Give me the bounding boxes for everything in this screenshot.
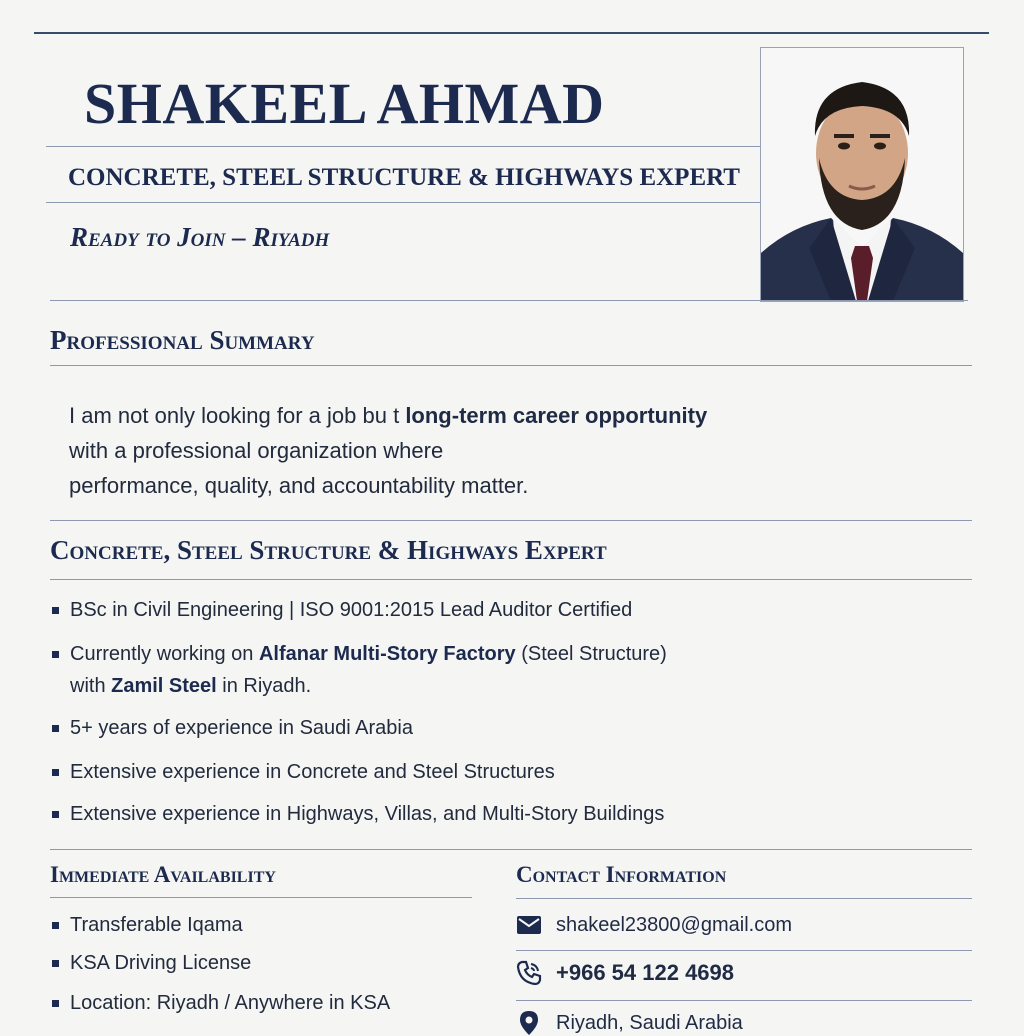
expertise-item-2a: Currently working on bbox=[70, 643, 259, 665]
availability-list bbox=[50, 909, 243, 941]
contact-rule-3 bbox=[516, 1000, 972, 1001]
expertise-bottom-rule bbox=[50, 849, 972, 850]
summary-line1-plain: I am not only looking for a job bu t bbox=[69, 403, 406, 428]
top-rule bbox=[34, 32, 989, 34]
expertise-list-5 bbox=[50, 798, 664, 830]
map-pin-icon bbox=[516, 1010, 542, 1036]
expertise-item-4: Extensive experience in Concrete and Steel Structures bbox=[50, 756, 555, 788]
expertise-heading: Concrete, Steel Structure & Highways Expert bbox=[50, 535, 607, 565]
availability-list-3 bbox=[50, 987, 390, 1019]
envelope-icon bbox=[516, 912, 542, 938]
phone-icon bbox=[516, 960, 542, 986]
expertise-item-2f: in Riyadh. bbox=[216, 675, 312, 697]
summary-rule bbox=[50, 365, 972, 366]
summary-line1-bold: long-term career opportunity bbox=[405, 403, 708, 428]
summary-heading: Professional Summary bbox=[50, 325, 315, 355]
availability-item-2: KSA Driving License bbox=[50, 947, 251, 979]
expertise-item-1: BSc in Civil Engineering | ISO 9001:2015 Lead Auditor Certified bbox=[50, 594, 632, 626]
availability-heading: Immediate Availability bbox=[50, 862, 276, 887]
candidate-title: CONCRETE, STEEL STRUCTURE & HIGHWAYS EXPERT bbox=[68, 164, 740, 191]
contact-heading: Contact Information bbox=[516, 862, 727, 887]
employer-name: Zamil Steel bbox=[111, 675, 217, 697]
phone-text[interactable]: +966 54 122 4698 bbox=[556, 960, 735, 985]
expertise-item-2c: (Steel Structure) bbox=[515, 643, 667, 665]
expertise-list-4 bbox=[50, 756, 555, 788]
availability-item-1: Transferable Iqama bbox=[50, 909, 243, 941]
availability-rule bbox=[50, 897, 472, 898]
expertise-item-2 bbox=[50, 638, 667, 702]
availability-item-3: Location: Riyadh / Anywhere in KSA bbox=[50, 987, 390, 1019]
expertise-item-3: 5+ years of experience in Saudi Arabia bbox=[50, 712, 413, 744]
name-rule bbox=[46, 146, 760, 147]
email-text[interactable]: shakeel23800@gmail.com bbox=[556, 913, 792, 936]
expertise-rule bbox=[50, 579, 972, 580]
summary-line3: performance, quality, and accountability matter. bbox=[69, 473, 529, 498]
candidate-name: SHAKEEL AHMAD bbox=[84, 71, 605, 136]
expertise-item-5: Extensive experience in Highways, Villas, and Multi-Story Buildings bbox=[50, 798, 664, 830]
expertise-list bbox=[50, 594, 632, 626]
location-text: Riyadh, Saudi Arabia bbox=[556, 1011, 743, 1034]
title-rule bbox=[46, 202, 760, 203]
contact-location bbox=[516, 1010, 743, 1036]
contact-rule bbox=[516, 898, 972, 899]
expertise-list-2 bbox=[50, 638, 667, 702]
contact-phone[interactable] bbox=[516, 960, 734, 986]
profile-photo bbox=[760, 47, 964, 302]
availability-list-2 bbox=[50, 947, 251, 979]
header-bottom-rule bbox=[50, 300, 968, 301]
summary-line2: with a professional organization where bbox=[69, 438, 444, 463]
summary-text bbox=[69, 398, 829, 503]
expertise-list-3 bbox=[50, 712, 413, 744]
contact-email[interactable] bbox=[516, 912, 792, 938]
project-name: Alfanar Multi-Story Factory bbox=[258, 643, 516, 665]
expertise-item-2d: with bbox=[70, 675, 112, 697]
contact-rule-2 bbox=[516, 950, 972, 951]
availability-line: Ready to Join – Riyadh bbox=[70, 222, 330, 252]
portrait-illustration bbox=[761, 48, 963, 301]
summary-bottom-rule bbox=[50, 520, 972, 521]
